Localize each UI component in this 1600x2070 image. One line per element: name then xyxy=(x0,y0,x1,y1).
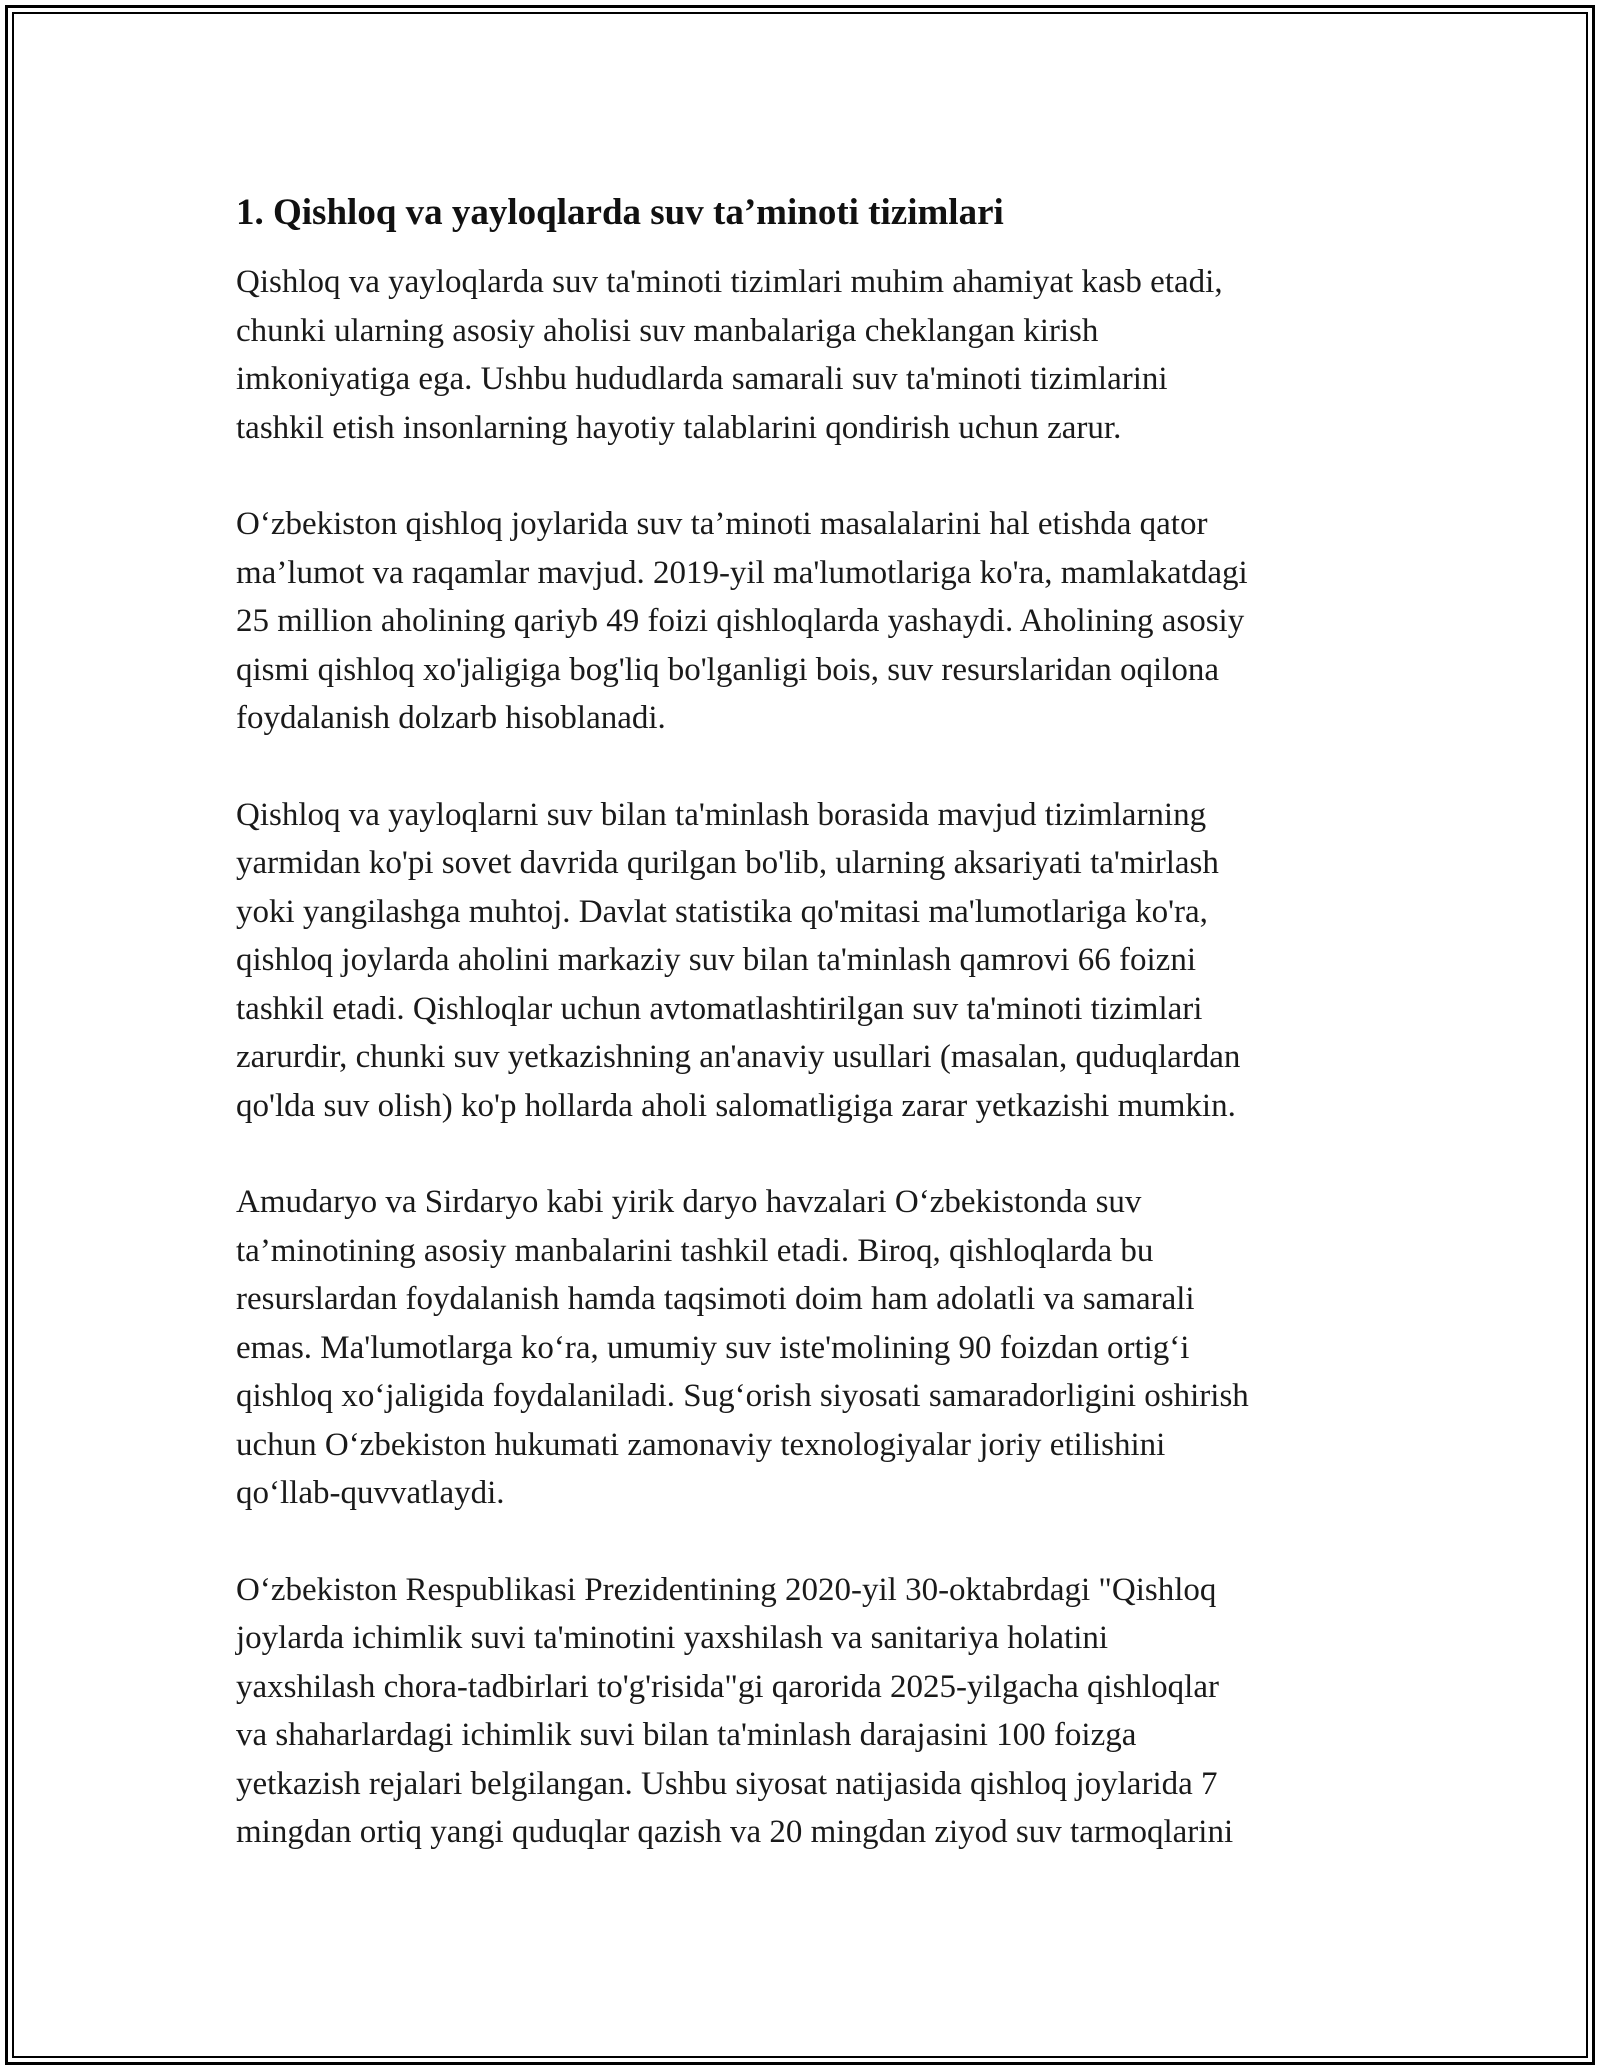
paragraph-4: Amudaryo va Sirdaryo kabi yirik daryo havzalari O‘zbekistonda suv ta’minotining asosiy manbalarini tashkil etadi. Biroq, qishloqlarda bu resurslardan foydalanish hamda taqsimoti doim ham adolatli va samarali emas. Ma'lumotlarga ko‘ra, umumiy suv iste'molining 90 foizdan ortig‘i qishloq xo‘jaligida foydalaniladi. Sug‘orish siyosati samaradorligini oshirish uchun O‘zbekiston hukumati zamonaviy texnologiyalar joriy etilishini qo‘llab-quvvatlaydi. xyxy=(236,1184,1249,1511)
document-body xyxy=(236,188,1386,1905)
paragraph-1: Qishloq va yayloqlarda suv ta'minoti tizimlari muhim ahamiyat kasb etadi, chunki ularning asosiy aholisi suv manbalariga cheklangan kirish imkoniyatiga ega. Ushbu hududlarda samarali suv ta'minoti tizimlarini tashkil etish insonlarning hayotiy talablarini qondirish uchun zarur. xyxy=(236,264,1223,446)
paragraph-3: Qishloq va yayloqlarni suv bilan ta'minlash borasida mavjud tizimlarning yarmidan ko'pi sovet davrida qurilgan bo'lib, ularning aksariyati ta'mirlash yoki yangilashga muhtoj. Davlat statistika qo'mitasi ma'lumotlariga ko'ra, qishloq joylarda aholini markaziy suv bilan ta'minlash qamrovi 66 foizni tashkil etadi. Qishloqlar uchun avtomatlashtirilgan suv ta'minoti tizimlari zarurdir, chunki suv yetkazishning an'anaviy usullari (masalan, quduqlardan qo'lda suv olish) ko'p hollarda aholi salomatligiga zarar yetkazishi mumkin. xyxy=(236,796,1241,1124)
paragraph-5: O‘zbekiston Respublikasi Prezidentining 2020-yil 30-oktabrdagi "Qishloq joylarda ichimlik suvi ta'minotini yaxshilash va sanitariya holatini yaxshilash chora-tadbirlari to'g'risida"gi qarorida 2025-yilgacha qishloqlar va shaharlardagi ichimlik suvi bilan ta'minlash darajasini 100 foizga yetkazish rejalari belgilangan. Ushbu siyosat natijasida qishloq joylarida 7 mingdan ortiq yangi quduqlar qazish va 20 mingdan ziyod suv tarmoqlarini xyxy=(236,1571,1234,1850)
section-heading: 1. Qishloq va yayloqlarda suv ta’minoti tizimlari xyxy=(236,192,1004,233)
paragraph-2: O‘zbekiston qishloq joylarida suv ta’minoti masalalarini hal etishda qator ma’lumot va raqamlar mavjud. 2019-yil ma'lumotlariga ko'ra, mamlakatdagi 25 million aholining qariyb 49 foizi qishloqlarda yashaydi. Aholining asosiy qismi qishloq xo'jaligiga bog'liq bo'lganligi bois, suv resurslaridan oqilona foydalanish dolzarb hisoblanadi. xyxy=(236,506,1248,736)
